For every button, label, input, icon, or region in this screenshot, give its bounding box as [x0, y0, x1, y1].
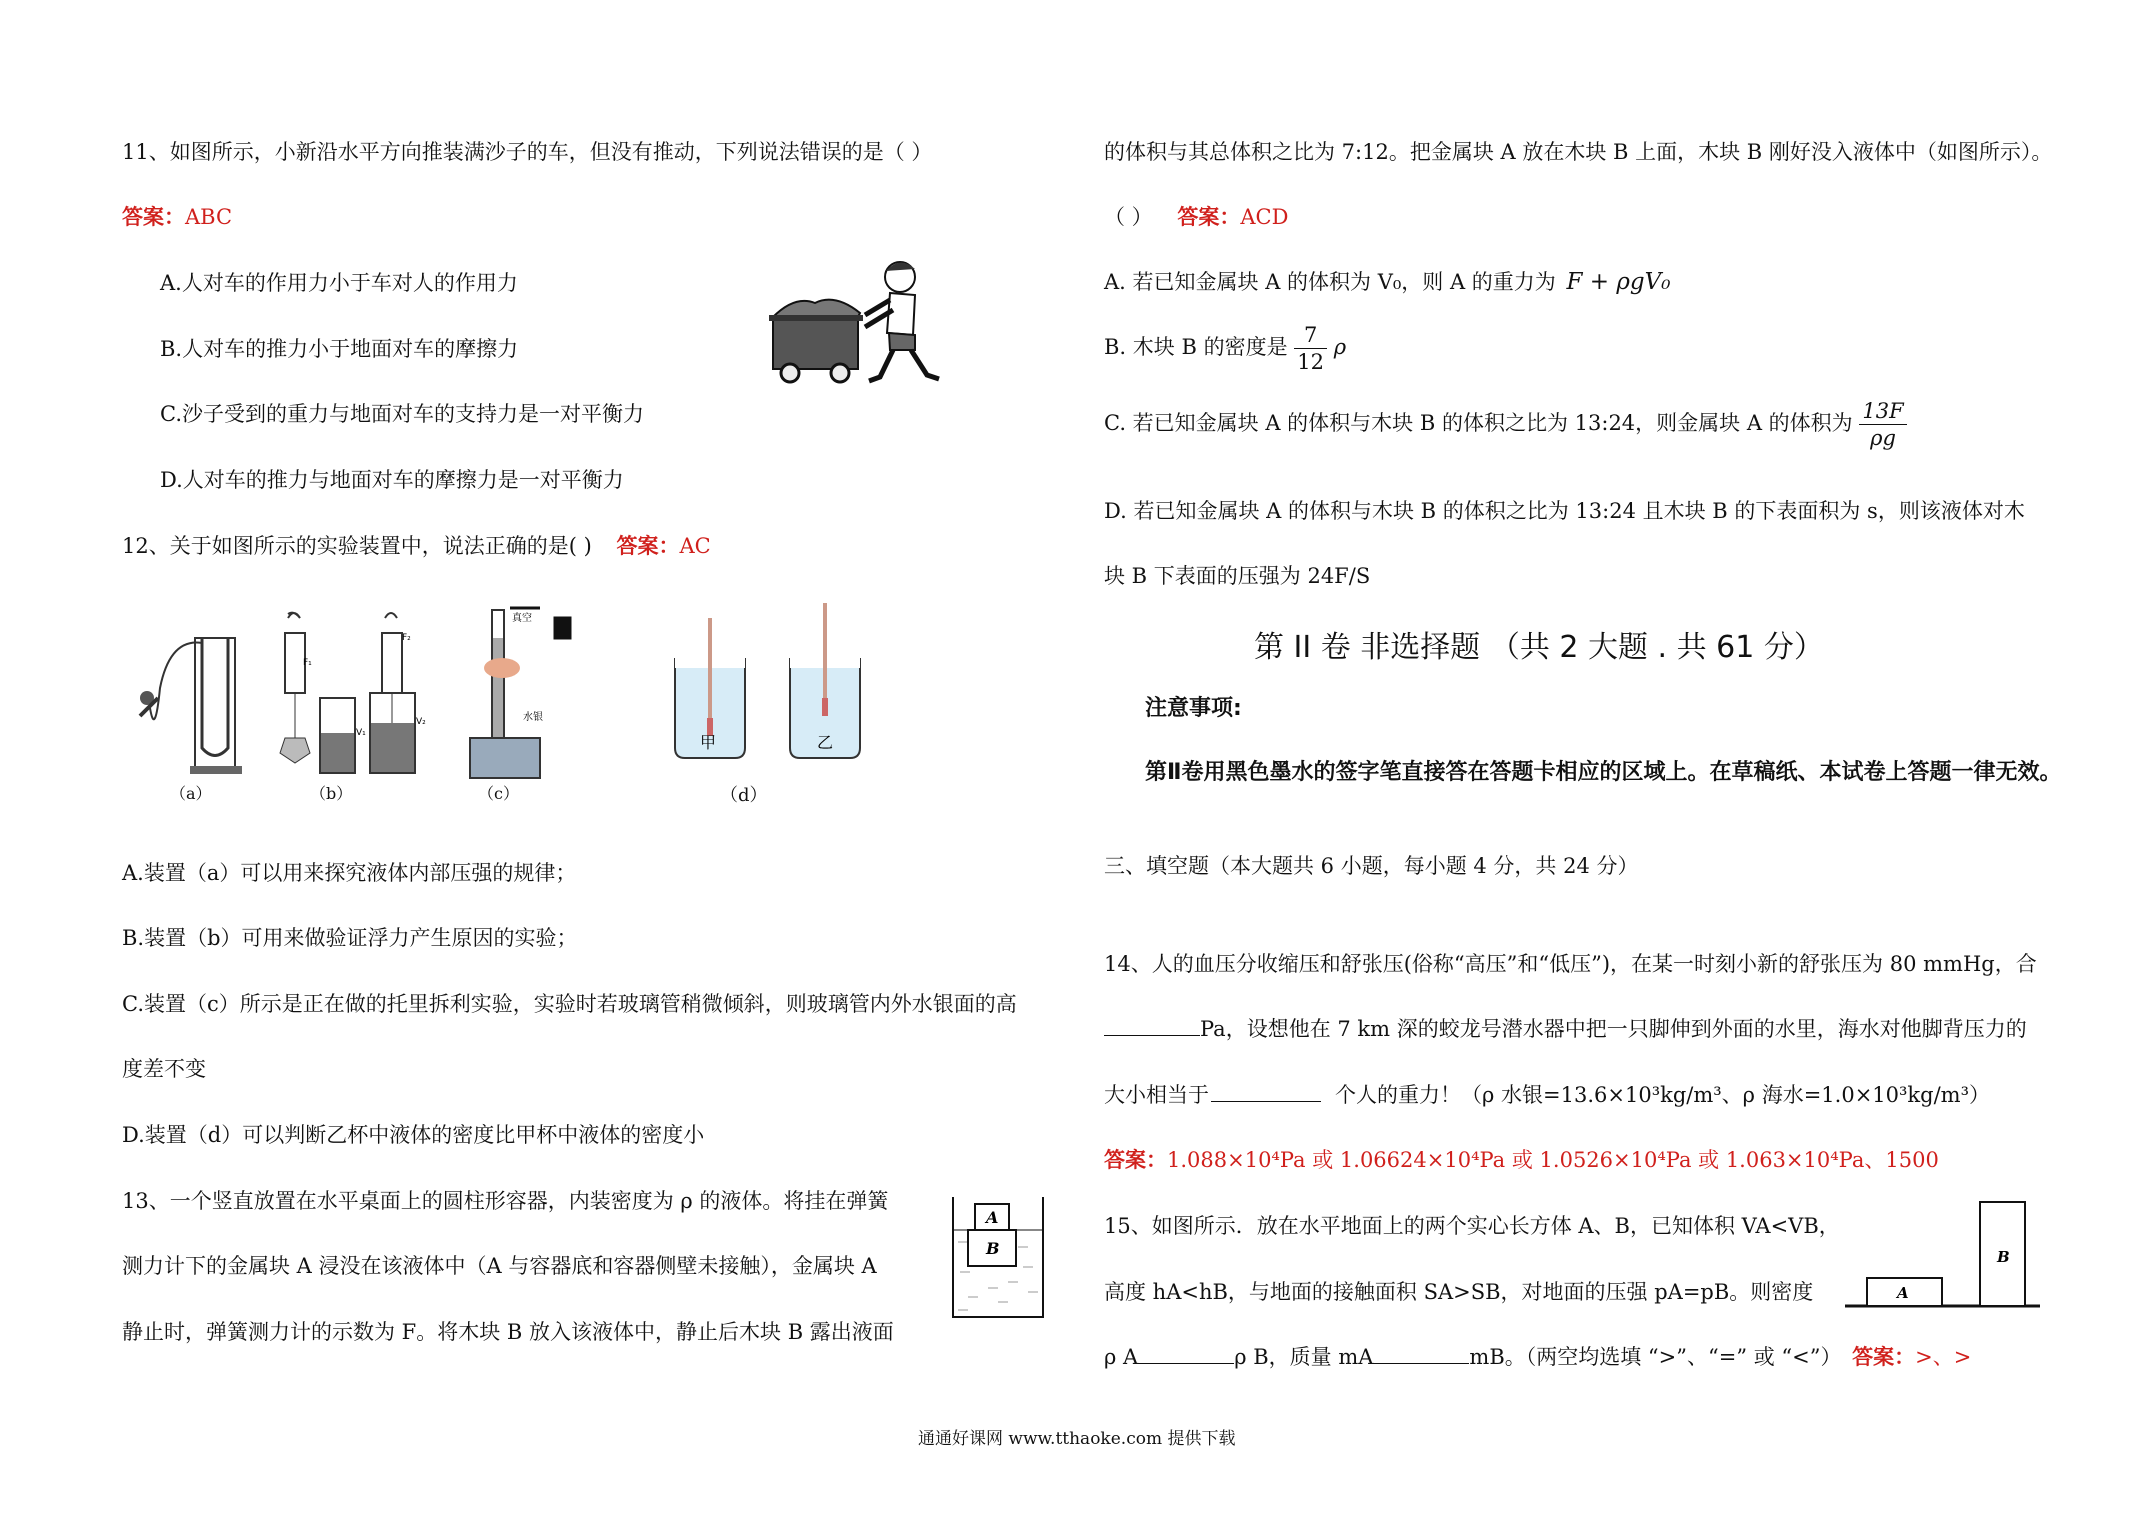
q15-line2: 高度 hA<hB，与地面的接触面积 SA>SB，对地面的压强 pA=pB。则密度 — [1104, 1280, 1814, 1304]
f1-label: F₁ — [303, 658, 312, 668]
q14-line2-text: Pa，设想他在 7 km 深的蛟龙号潜水器中把一只脚伸到外面的水里，海水对他脚背压力的 — [1200, 1017, 2027, 1041]
section-2-title: 第 II 卷 非选择题 （共 2 大题 . 共 61 分） — [1254, 630, 1824, 665]
section-3-title: 三、填空题（本大题共 6 小题，每小题 4 分，共 24 分） — [1104, 854, 1639, 878]
experiment-apparatus-figure — [130, 598, 610, 808]
q14-line3 — [1104, 1081, 1990, 1109]
q15-blank-2[interactable] — [1373, 1343, 1469, 1364]
q11-stem: 11、如图所示，小新沿水平方向推装满沙子的车，但没有推动，下列说法错误的是（ ） — [122, 140, 933, 164]
fraction-7-12 — [1294, 322, 1327, 375]
q13-line3: 静止时，弹簧测力计的示数为 F。将木块 B 放入该液体中，静止后木块 B 露出液面 — [122, 1320, 894, 1344]
answer-label: 答案： — [122, 205, 185, 229]
q13-option-d-line1: D. 若已知金属块 A 的体积与木块 B 的体积之比为 13:24 且木块 B 的下表面积为 s，则该液体对木 — [1104, 499, 2025, 523]
answer-label: 答案： — [1177, 205, 1241, 229]
answer-label: 答案： — [1852, 1345, 1916, 1369]
notice-text: 第Ⅱ卷用黑色墨水的签字笔直接答在答题卡相应的区域上。在草稿纸、本试卷上答题一律无效。 — [1145, 760, 2062, 785]
answer-label: 答案： — [616, 534, 680, 558]
u-tube-manometer-figure — [140, 638, 242, 774]
q11-option-b: B.人对车的推力小于地面对车的摩擦力 — [160, 337, 519, 361]
q13-answer-row — [1104, 203, 1288, 231]
q14-blank-2[interactable] — [1211, 1081, 1321, 1102]
block-b-label: B — [1997, 1248, 2010, 1266]
q14-answer — [1104, 1146, 1939, 1174]
q15-blank-1[interactable] — [1138, 1343, 1234, 1364]
q15-line1: 15、如图所示．放在水平地面上的两个实心长方体 A、B，已知体积 VA<VB， — [1104, 1214, 1840, 1238]
answer-label: 答案： — [1104, 1148, 1167, 1172]
q12-option-a: A.装置（a）可以用来探究液体内部压强的规律； — [122, 861, 577, 885]
q13-option-c-text: C. 若已知金属块 A 的体积与木块 B 的体积之比为 13:24，则金属块 A 的体积为 — [1104, 411, 1853, 435]
block-in-container-figure — [948, 1192, 1048, 1322]
q15-rho-a: ρ A — [1104, 1345, 1139, 1369]
q13-option-b-text: B. 木块 B 的密度是 — [1104, 335, 1288, 359]
numerator: 13F — [1859, 398, 1906, 425]
v1-label: V₁ — [356, 728, 366, 738]
block-b-label: B — [986, 1239, 1000, 1258]
block-a-label: A — [986, 1208, 999, 1227]
answer-value: ABC — [185, 205, 233, 229]
v2-label: V₂ — [416, 717, 426, 727]
cup-yi-label: 乙 — [817, 733, 834, 752]
q14-line1: 14、人的血压分收缩压和舒张压(俗称“高压”和“低压”)，在某一时刻小新的舒张压为 80 mmHg，合 — [1104, 952, 2037, 976]
q13-option-a-formula: F + ρgV₀ — [1566, 269, 1671, 295]
rho-symbol: ρ — [1333, 335, 1347, 359]
q13-option-a — [1104, 268, 1670, 296]
fig-label-d: （d） — [720, 785, 768, 806]
q12-option-d: D.装置（d）可以判断乙杯中液体的密度比甲杯中液体的密度小 — [122, 1123, 705, 1147]
q13-option-d-line2: 块 B 下表面的压强为 24F/S — [1104, 564, 1371, 588]
q11-option-a: A.人对车的作用力小于车对人的作用力 — [160, 271, 518, 295]
q13-paren: （ ） — [1104, 205, 1153, 229]
q12-option-c: C.装置（c）所示是正在做的托里拆利实验，实验时若玻璃管稍微倾斜，则玻璃管内外水银面的高 — [122, 992, 1017, 1016]
q15-line3 — [1104, 1343, 1971, 1371]
answer-value: >、> — [1915, 1345, 1972, 1369]
answer-value: AC — [679, 534, 711, 558]
footer-source: 通通好课网 www.tthaoke.com 提供下载 — [918, 1429, 1236, 1449]
q15-rho-b-mass: ρ B，质量 mA — [1234, 1345, 1374, 1369]
block-a-label: A — [1897, 1284, 1909, 1302]
numerator: 7 — [1294, 322, 1327, 349]
q13-line4: 的体积与其总体积之比为 7:12。把金属块 A 放在木块 B 上面，木块 B 刚好没入液体中（如图所示）。 — [1104, 140, 2053, 164]
answer-value: 1.088×10⁴Pa 或 1.06624×10⁴Pa 或 1.0526×10⁴Pa 或 1.063×10⁴Pa、1500 — [1167, 1148, 1939, 1172]
q12-stem — [122, 532, 711, 560]
q12-option-c-cont: 度差不变 — [122, 1057, 206, 1081]
q14-line3-end: 个人的重力！（ρ 水银=13.6×10³kg/m³、ρ 海水=1.0×10³kg/m³） — [1335, 1083, 1991, 1107]
q14-blank-1[interactable] — [1104, 1015, 1200, 1036]
q11-option-c: C.沙子受到的重力与地面对车的支持力是一对平衡力 — [160, 402, 644, 426]
q14-line3-start: 大小相当于 — [1104, 1083, 1209, 1107]
spring-scale-beakers-figure — [280, 613, 426, 773]
denominator: ρg — [1870, 426, 1896, 450]
torricelli-tube-figure — [470, 608, 570, 778]
q13-option-c — [1104, 398, 1907, 451]
q11-answer — [122, 203, 232, 231]
vacuum-label: 真空 — [512, 613, 532, 624]
denominator: 12 — [1297, 350, 1324, 374]
q13-option-a-text: A. 若已知金属块 A 的体积为 V₀，则 A 的重力为 — [1104, 270, 1556, 294]
fig-label-a: （a） — [170, 784, 212, 803]
cup-jia-label: 甲 — [700, 733, 717, 752]
q13-line1: 13、一个竖直放置在水平桌面上的圆柱形容器，内装密度为 ρ 的液体。将挂在弹簧 — [122, 1189, 889, 1213]
mercury-label: 水银 — [523, 712, 543, 723]
q15-line3-tail: mB。（两空均选填 “>”、“=” 或 “<”） — [1469, 1345, 1842, 1369]
boy-pushing-cart-figure — [765, 255, 950, 390]
notice-label: 注意事项: — [1145, 696, 1242, 721]
density-cups-figure — [665, 598, 875, 768]
fig-label-b: （b） — [310, 784, 353, 803]
q12-stem-text: 12、关于如图所示的实验装置中，说法正确的是( ) — [122, 534, 592, 558]
two-blocks-figure — [1845, 1198, 2040, 1310]
q12-option-b: B.装置（b）可用来做验证浮力产生原因的实验； — [122, 926, 578, 950]
q13-option-b — [1104, 322, 1346, 375]
answer-value: ACD — [1240, 205, 1289, 229]
q11-option-d: D.人对车的推力与地面对车的摩擦力是一对平衡力 — [160, 468, 624, 492]
q14-line2 — [1104, 1015, 2027, 1043]
f2-label: F₂ — [402, 633, 411, 643]
q13-line2: 测力计下的金属块 A 浸没在该液体中（A 与容器底和容器侧壁未接触），金属块 A — [122, 1254, 877, 1278]
fraction-13f-rhog — [1859, 398, 1906, 451]
fig-label-c: （c） — [478, 784, 519, 803]
